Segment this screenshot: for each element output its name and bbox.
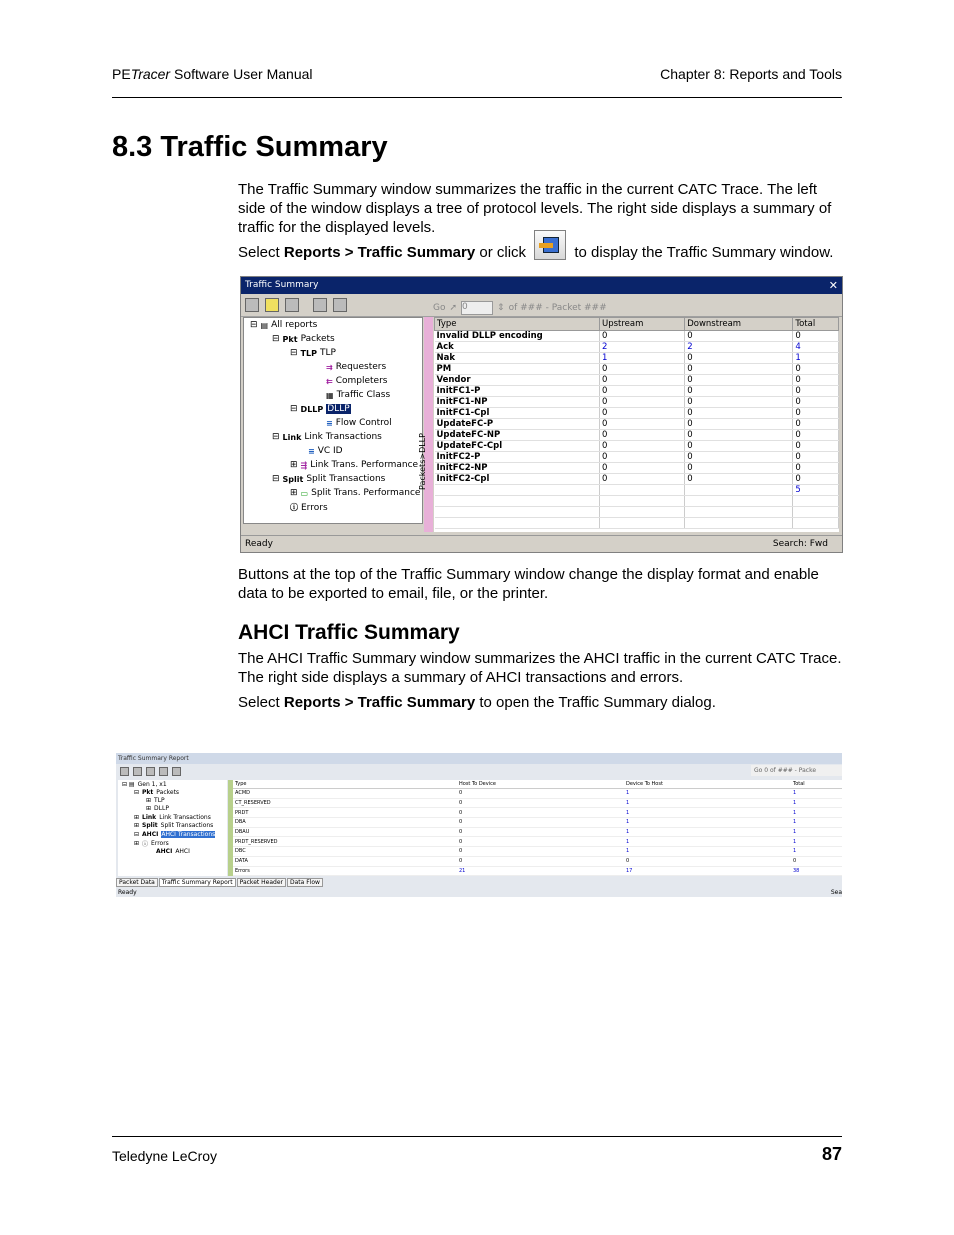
column-header-type[interactable]: Type bbox=[435, 318, 600, 331]
footer-rule bbox=[112, 1136, 842, 1137]
table-row[interactable] bbox=[435, 397, 839, 408]
tree-item-vc-id[interactable]: ≡ VC ID bbox=[308, 446, 343, 456]
table-cell: 0 bbox=[685, 397, 793, 408]
column-header-total[interactable]: Total bbox=[791, 780, 842, 789]
table-cell: Nak bbox=[435, 353, 600, 364]
table-cell bbox=[600, 485, 685, 496]
table-row[interactable] bbox=[435, 342, 839, 353]
table-cell: 0 bbox=[600, 331, 685, 342]
level-side-label: Packets>DLLP bbox=[424, 317, 433, 532]
table-cell: 0 bbox=[600, 408, 685, 419]
running-header-title: PETracer Software User Manual bbox=[112, 66, 313, 82]
table-cell: 0 bbox=[793, 331, 839, 342]
tree-item-dllp[interactable]: ⊞ DLLP bbox=[146, 805, 169, 812]
table-cell: 0 bbox=[685, 364, 793, 375]
ahci-summary-table bbox=[233, 780, 842, 876]
table-cell bbox=[435, 507, 600, 518]
table-row[interactable] bbox=[435, 452, 839, 463]
table-cell: 0 bbox=[793, 441, 839, 452]
table-cell: 0 bbox=[793, 463, 839, 474]
ahci-paragraph: The AHCI Traffic Summary window summarizes the AHCI traffic in the current CATC Trace. The right side displays a summary of AHCI transactions and errors. bbox=[238, 650, 842, 686]
tree-item-packets[interactable]: ⊟ Pkt Packets bbox=[134, 789, 180, 796]
table-row-empty bbox=[435, 518, 839, 529]
table-cell bbox=[435, 518, 600, 529]
tree-item-requesters[interactable]: ⇉ Requesters bbox=[326, 362, 387, 372]
table-row[interactable] bbox=[435, 463, 839, 474]
table-cell: 0 bbox=[457, 827, 624, 837]
table-cell: 4 bbox=[793, 342, 839, 353]
table-cell: 0 bbox=[793, 375, 839, 386]
table-cell: 0 bbox=[600, 452, 685, 463]
table-row[interactable] bbox=[435, 364, 839, 375]
tree-item-errors[interactable]: ⓘ Errors bbox=[290, 502, 328, 513]
traffic-summary-window-screenshot bbox=[240, 276, 843, 553]
table-cell: PRDT_RESERVED bbox=[233, 837, 457, 847]
tab-packet-header[interactable]: Packet Header bbox=[237, 878, 286, 887]
page-number: 87 bbox=[821, 1144, 842, 1164]
table-cell: InitFC1-NP bbox=[435, 397, 600, 408]
table-cell: 0 bbox=[685, 452, 793, 463]
table-cell: UpdateFC-NP bbox=[435, 430, 600, 441]
table-row-empty bbox=[435, 507, 839, 518]
table-cell: InitFC1-P bbox=[435, 386, 600, 397]
table-cell: 0 bbox=[685, 386, 793, 397]
table-row[interactable] bbox=[233, 847, 842, 857]
split-performance-icon: ▭ bbox=[300, 488, 309, 498]
report-titlebar: Traffic Summary Report bbox=[116, 753, 842, 764]
traffic-class-icon: ▦ bbox=[326, 390, 334, 400]
table-row[interactable] bbox=[233, 837, 842, 847]
save-icon[interactable] bbox=[120, 767, 129, 776]
table-cell: 0 bbox=[793, 419, 839, 430]
tab-packet-data[interactable]: Packet Data bbox=[116, 878, 158, 887]
column-header-device-to-host[interactable]: Device To Host bbox=[624, 780, 791, 789]
email-icon[interactable] bbox=[265, 298, 279, 312]
section-title: 8.3 Traffic Summary bbox=[112, 131, 388, 163]
column-header-upstream[interactable]: Upstream bbox=[600, 318, 685, 331]
column-header-total[interactable]: Total bbox=[793, 318, 839, 331]
table-cell: UpdateFC-P bbox=[435, 419, 600, 430]
tree-item-tlp[interactable]: ⊞ TLP bbox=[146, 797, 165, 804]
table-cell: 0 bbox=[793, 474, 839, 485]
column-header-host-to-device[interactable]: Host To Device bbox=[457, 780, 624, 789]
table-cell: 0 bbox=[685, 441, 793, 452]
table-cell: 5 bbox=[793, 485, 839, 496]
table-cell: DBC bbox=[233, 847, 457, 857]
window-titlebar: Traffic Summary ✕ bbox=[241, 277, 842, 294]
table-cell: 21 bbox=[457, 866, 624, 876]
ahci-protocol-tree bbox=[118, 780, 227, 876]
go-input[interactable]: 0 bbox=[461, 301, 493, 315]
completers-icon: ⇇ bbox=[326, 376, 333, 386]
go-to-packet-control[interactable]: Go 0 of ### - Packe bbox=[751, 765, 842, 776]
table-cell: 1 bbox=[624, 847, 791, 857]
table-cell: 1 bbox=[791, 789, 842, 799]
table-row[interactable] bbox=[233, 798, 842, 808]
table-cell: 1 bbox=[791, 818, 842, 828]
close-icon[interactable]: ✕ bbox=[828, 279, 838, 292]
table-cell: InitFC2-P bbox=[435, 452, 600, 463]
ahci-heading: AHCI Traffic Summary bbox=[238, 621, 460, 644]
tree-item-completers[interactable]: ⇇ Completers bbox=[326, 376, 388, 386]
table-cell: Errors bbox=[233, 866, 457, 876]
table-cell: 0 bbox=[793, 397, 839, 408]
table-cell: DBA bbox=[233, 818, 457, 828]
table-cell bbox=[793, 496, 839, 507]
table-row[interactable] bbox=[435, 419, 839, 430]
column-header-type[interactable]: Type bbox=[233, 780, 457, 789]
table-cell: 0 bbox=[457, 798, 624, 808]
table-cell: 2 bbox=[685, 342, 793, 353]
buttons-paragraph: Buttons at the top of the Traffic Summary window change the display format and enable data to be exported to email, file, or the printer. bbox=[238, 566, 819, 602]
table-cell bbox=[793, 507, 839, 518]
table-cell: DBAU bbox=[233, 827, 457, 837]
tree-item-link-trans-performance[interactable]: ⊞ ⇶ Link Trans. Performance bbox=[290, 460, 419, 470]
table-cell: 0 bbox=[793, 452, 839, 463]
table-cell: Vendor bbox=[435, 375, 600, 386]
spinner-icon[interactable]: ⇕ bbox=[497, 303, 505, 313]
table-row[interactable] bbox=[435, 375, 839, 386]
table-cell: 1 bbox=[791, 808, 842, 818]
table-cell: 1 bbox=[791, 837, 842, 847]
table-cell: Invalid DLLP encoding bbox=[435, 331, 600, 342]
traffic-summary-toolbar-icon bbox=[534, 230, 566, 260]
table-cell: 1 bbox=[624, 837, 791, 847]
table-cell bbox=[685, 485, 793, 496]
tree-item-tlp[interactable]: ⊟ TLP TLP bbox=[290, 348, 336, 358]
tab-data-flow[interactable]: Data Flow bbox=[287, 878, 323, 887]
table-cell: 0 bbox=[685, 375, 793, 386]
report-toolbar bbox=[116, 764, 842, 778]
tree-item-ahci[interactable]: AHCI AHCI bbox=[156, 848, 190, 855]
table-cell: 1 bbox=[624, 808, 791, 818]
requesters-icon: ⇉ bbox=[326, 362, 333, 372]
table-cell bbox=[435, 485, 600, 496]
table-cell: InitFC1-Cpl bbox=[435, 408, 600, 419]
running-header-chapter: Chapter 8: Reports and Tools bbox=[660, 66, 842, 82]
table-cell: 1 bbox=[791, 827, 842, 837]
table-cell: PM bbox=[435, 364, 600, 375]
table-cell: 1 bbox=[600, 353, 685, 364]
table-row[interactable] bbox=[435, 441, 839, 452]
table-cell: 0 bbox=[793, 430, 839, 441]
table-cell: 0 bbox=[793, 408, 839, 419]
table-cell: 0 bbox=[600, 474, 685, 485]
table-cell: 0 bbox=[457, 837, 624, 847]
table-row[interactable] bbox=[435, 353, 839, 364]
status-bar: Ready Sea bbox=[118, 889, 842, 896]
table-cell: InitFC2-NP bbox=[435, 463, 600, 474]
table-cell: 1 bbox=[791, 798, 842, 808]
print-icon[interactable] bbox=[285, 298, 299, 312]
instruction-paragraph: Select Reports > Traffic Summary or click to display the Traffic Summary window. bbox=[238, 243, 842, 262]
save-icon[interactable] bbox=[245, 298, 259, 312]
table-cell: 17 bbox=[624, 866, 791, 876]
tree-item-link-transactions[interactable]: ⊞ Link Link Transactions bbox=[134, 814, 211, 821]
table-cell bbox=[600, 518, 685, 529]
table-cell: UpdateFC-Cpl bbox=[435, 441, 600, 452]
table-cell bbox=[600, 507, 685, 518]
tree-item-all-reports[interactable]: ⊟ ▤ All reports bbox=[250, 320, 318, 330]
report-icon: ▤ bbox=[260, 320, 269, 330]
table-cell: Ack bbox=[435, 342, 600, 353]
tree-item-split-trans-performance[interactable]: ⊞ ▭ Split Trans. Performance bbox=[290, 488, 421, 498]
summary-table bbox=[434, 317, 839, 532]
email-icon[interactable] bbox=[133, 767, 142, 776]
go-to-packet-control: Go ➚ 0 ⇕ of ### - Packet ### bbox=[433, 302, 607, 313]
header-rule bbox=[112, 97, 842, 98]
table-cell bbox=[685, 496, 793, 507]
tree-item-errors[interactable]: ⊞ ⓘ Errors bbox=[134, 840, 169, 848]
table-cell: 0 bbox=[685, 353, 793, 364]
protocol-tree bbox=[243, 317, 423, 524]
table-cell bbox=[600, 496, 685, 507]
tree-item-split-transactions[interactable]: ⊟ Split Split Transactions bbox=[272, 474, 386, 484]
table-row[interactable] bbox=[233, 827, 842, 837]
tree-item-link-transactions[interactable]: ⊟ Link Link Transactions bbox=[272, 432, 382, 442]
column-header-downstream[interactable]: Downstream bbox=[685, 318, 793, 331]
table-row[interactable] bbox=[233, 856, 842, 866]
table-cell: 0 bbox=[457, 856, 624, 866]
arrow-icon: ➚ bbox=[449, 303, 458, 313]
table-cell: 0 bbox=[600, 430, 685, 441]
status-bar: Ready Search: Fwd bbox=[241, 535, 842, 552]
table-row[interactable] bbox=[435, 485, 839, 496]
table-row[interactable] bbox=[233, 789, 842, 799]
copy-icon[interactable] bbox=[159, 767, 168, 776]
table-cell bbox=[685, 518, 793, 529]
performance-icon: ⇶ bbox=[300, 460, 308, 470]
table-row[interactable] bbox=[233, 866, 842, 876]
tree-item-ahci-transactions[interactable]: ⊟ AHCI AHCI Transactions bbox=[134, 831, 216, 838]
table-row[interactable] bbox=[435, 386, 839, 397]
intro-paragraph: The Traffic Summary window summarizes the traffic in the current CATC Trace. The left side of the window displays a tree of protocol levels. The right side displays a summary of traffic for the displayed levels. bbox=[238, 181, 832, 236]
table-cell bbox=[685, 507, 793, 518]
table-cell: 1 bbox=[624, 818, 791, 828]
table-row[interactable] bbox=[233, 808, 842, 818]
table-cell bbox=[793, 518, 839, 529]
table-cell: 0 bbox=[457, 789, 624, 799]
table-cell: InitFC2-Cpl bbox=[435, 474, 600, 485]
table-cell: 0 bbox=[685, 430, 793, 441]
table-cell: 0 bbox=[600, 386, 685, 397]
error-icon: ⓘ bbox=[290, 503, 298, 512]
tree-item-gen[interactable]: ⊟ ▤ Gen 1, x1 bbox=[122, 781, 167, 788]
table-cell: 0 bbox=[600, 441, 685, 452]
table-cell: 0 bbox=[600, 463, 685, 474]
table-cell: DATA bbox=[233, 856, 457, 866]
table-cell: 0 bbox=[600, 364, 685, 375]
tree-item-traffic-class[interactable]: ▦ Traffic Class bbox=[326, 390, 391, 400]
table-cell: PRDT bbox=[233, 808, 457, 818]
table-cell: 0 bbox=[457, 808, 624, 818]
copy-icon[interactable] bbox=[313, 298, 327, 312]
table-row[interactable] bbox=[435, 408, 839, 419]
error-icon: ⓘ bbox=[142, 841, 149, 848]
table-cell: 0 bbox=[685, 419, 793, 430]
table-cell: 0 bbox=[685, 474, 793, 485]
tree-item-flow-control[interactable]: ≡ Flow Control bbox=[326, 418, 392, 428]
table-cell bbox=[435, 496, 600, 507]
table-cell: 0 bbox=[685, 331, 793, 342]
tree-item-dllp[interactable]: ⊟ DLLP DLLP bbox=[290, 404, 350, 414]
footer-company: Teledyne LeCroy bbox=[112, 1148, 218, 1164]
table-cell: 0 bbox=[600, 419, 685, 430]
layout-icon[interactable] bbox=[333, 298, 347, 312]
table-cell: 0 bbox=[685, 408, 793, 419]
tree-item-packets[interactable]: ⊟ Pkt Packets bbox=[272, 334, 335, 344]
table-cell: 0 bbox=[457, 818, 624, 828]
table-cell: 0 bbox=[685, 463, 793, 474]
ahci-traffic-summary-screenshot bbox=[116, 753, 842, 897]
table-cell: 0 bbox=[793, 386, 839, 397]
table-cell: 0 bbox=[793, 364, 839, 375]
table-cell: 1 bbox=[624, 827, 791, 837]
table-cell: 1 bbox=[793, 353, 839, 364]
table-cell: 0 bbox=[600, 397, 685, 408]
table-cell: CT_RESERVED bbox=[233, 798, 457, 808]
vc-id-icon: ≡ bbox=[308, 446, 315, 456]
table-cell: 1 bbox=[624, 789, 791, 799]
table-cell: 1 bbox=[791, 847, 842, 857]
flow-control-icon: ≡ bbox=[326, 418, 333, 428]
table-row[interactable] bbox=[435, 331, 839, 342]
table-row[interactable] bbox=[435, 474, 839, 485]
table-row[interactable] bbox=[435, 430, 839, 441]
table-cell: 0 bbox=[600, 375, 685, 386]
table-cell: 0 bbox=[791, 856, 842, 866]
layout-icon[interactable] bbox=[172, 767, 181, 776]
table-cell: 1 bbox=[624, 798, 791, 808]
ahci-instruction: Select Reports > Traffic Summary to open the Traffic Summary dialog. bbox=[238, 694, 716, 711]
table-cell: ACMD bbox=[233, 789, 457, 799]
table-row-empty bbox=[435, 496, 839, 507]
table-cell: 2 bbox=[600, 342, 685, 353]
tree-item-split-transactions[interactable]: ⊞ Split Split Transactions bbox=[134, 822, 214, 829]
print-icon[interactable] bbox=[146, 767, 155, 776]
table-row[interactable] bbox=[233, 818, 842, 828]
report-tabs bbox=[116, 878, 323, 887]
table-cell: 0 bbox=[624, 856, 791, 866]
table-cell: 0 bbox=[457, 847, 624, 857]
table-cell: 38 bbox=[791, 866, 842, 876]
tab-traffic-summary-report[interactable]: Traffic Summary Report bbox=[159, 878, 236, 887]
